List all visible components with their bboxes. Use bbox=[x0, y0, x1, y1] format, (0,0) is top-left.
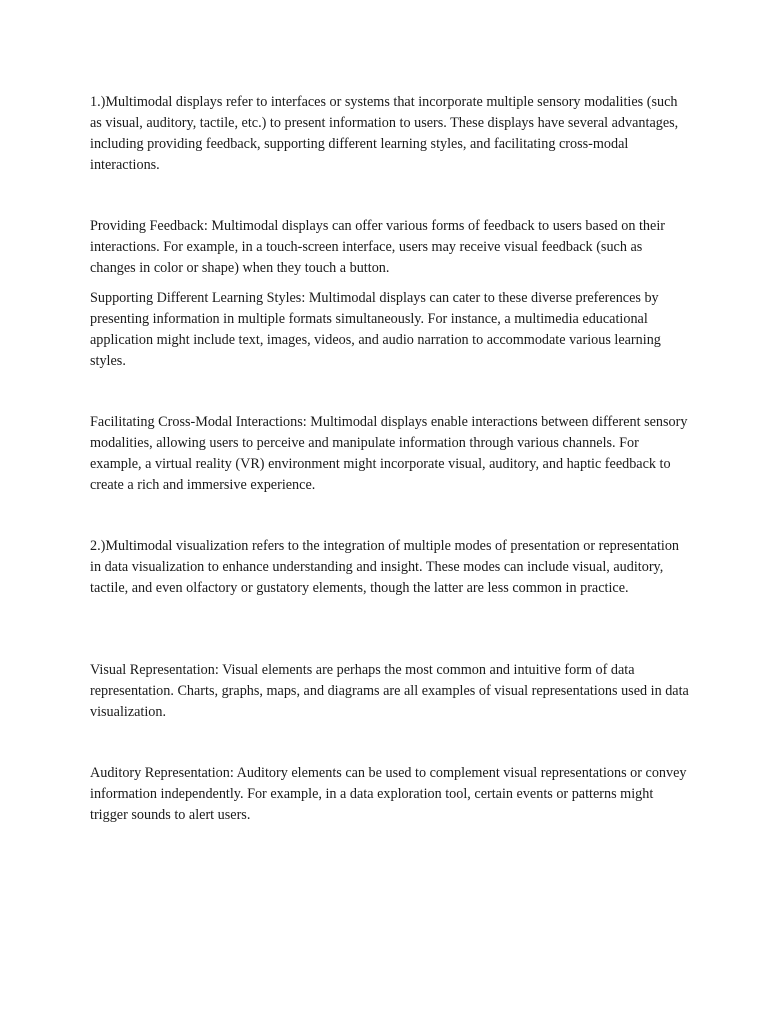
paragraph-visual-representation: Visual Representation: Visual elements are perhaps the most common and intuitive form of data representation. Charts, graphs, maps, and diagrams are all examples of visual representations used in data visualization. bbox=[90, 662, 689, 720]
paragraph-cross-modal-interactions: Facilitating Cross-Modal Interactions: Multimodal displays enable interactions between different sensory modalities, allowing users to perceive and manipulate information through various channels. For example, a virtual reality (VR) environment might incorporate visual, auditory, and haptic feedback to create a rich and immersive experience. bbox=[90, 414, 688, 493]
paragraph-multimodal-displays: 1.)Multimodal displays refer to interfaces or systems that incorporate multiple sensory modalities (such as visual, auditory, tactile, etc.) to present information to users. These displays have several advantages, including providing feedback, supporting different learning styles, and facilitating cross-modal interactions. bbox=[90, 94, 679, 173]
paragraph-auditory-representation: Auditory Representation: Auditory elements can be used to complement visual representations or convey information independently. For example, in a data exploration tool, certain events or patterns might trigger sounds to alert users. bbox=[90, 765, 687, 823]
paragraph-learning-styles: Supporting Different Learning Styles: Multimodal displays can cater to these diverse preferences by presenting information in multiple formats simultaneously. For instance, a multimedia educational application might include text, images, videos, and audio narration to accommodate various learning styles. bbox=[90, 290, 661, 369]
paragraph-multimodal-visualization: 2.)Multimodal visualization refers to the integration of multiple modes of presentation or representation in data visualization to enhance understanding and insight. These modes can include visual, auditory, tactile, and even olfactory or gustatory elements, though the latter are less common in practice. bbox=[90, 538, 680, 596]
paragraph-providing-feedback: Providing Feedback: Multimodal displays can offer various forms of feedback to users based on their interactions. For example, in a touch-screen interface, users may receive visual feedback (such as changes in color or shape) when they touch a button. bbox=[90, 218, 665, 276]
